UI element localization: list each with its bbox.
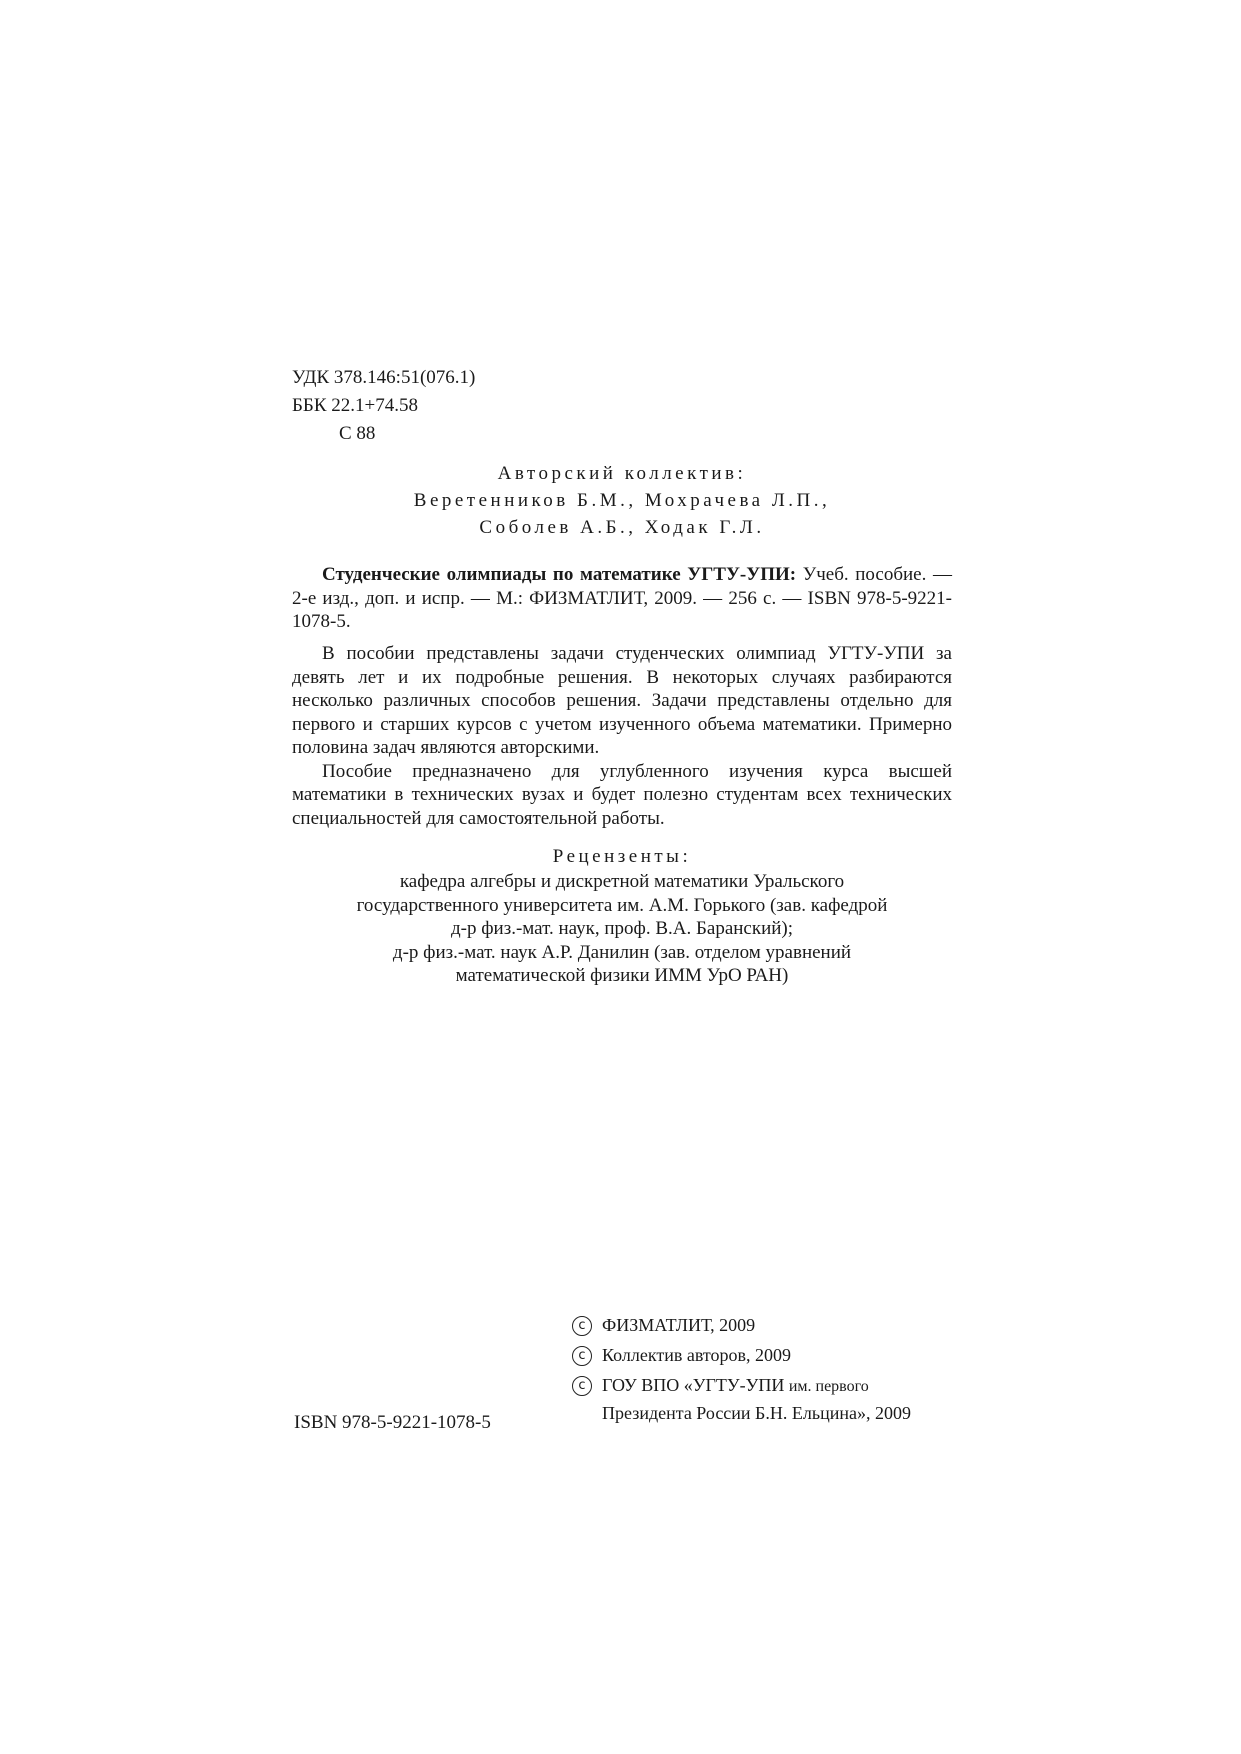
book-title: Студенческие олимпиады по математике УГТУ-УПИ: <box>322 564 797 585</box>
reviewers-block <box>292 843 952 988</box>
annotation <box>292 642 952 830</box>
copyright-block <box>572 1312 911 1430</box>
copyright-publisher: c ФИЗМАТЛИТ, 2009 <box>572 1312 911 1338</box>
copyright-university: c ГОУ ВПО «УГТУ-УПИ им. первого Президента России Б.Н. Ельцина», 2009 <box>572 1372 911 1426</box>
reviewer-line: математической физики ИММ УрО РАН) <box>455 965 789 986</box>
authors-block <box>292 460 952 541</box>
authors-line-1: Веретенников Б.М., Мохрачева Л.П., <box>413 490 831 511</box>
bibliographic-entry <box>292 563 952 634</box>
reviewer-line: кафедра алгебры и дискретной математики Уральского <box>399 871 845 892</box>
isbn: ISBN 978-5-9221-1078-5 <box>294 1412 491 1433</box>
annotation-paragraph-1: В пособии представлены задачи студенческих олимпиад УГТУ-УПИ за девять лет и их подробные решения. В некоторых случаях разбираются несколько различных способов решения. Задачи представлены отдельно для первого и старших курсов с учетом изученного объема математики. Примерно половина задач являются авторскими. <box>292 643 952 758</box>
classification-codes <box>292 364 475 448</box>
authors-line-2: Соболев А.Б., Ходак Г.Л. <box>479 517 765 538</box>
authors-heading: Авторский коллектив: <box>497 463 747 484</box>
author-sign: С 88 <box>339 423 376 444</box>
copyright-authors: c Коллектив авторов, 2009 <box>572 1342 911 1368</box>
book-publication-info: Учеб. пособие. — 2-е изд., доп. и испр. — М.: ФИЗМАТЛИТ, 2009. — 256 с. — ISBN 978-5-9221-1078-5. <box>292 564 953 632</box>
bbk-code: ББК 22.1+74.58 <box>292 395 418 416</box>
reviewers-heading: Рецензенты: <box>552 846 692 867</box>
copyright-icon: c <box>572 1346 592 1366</box>
copyright-icon: c <box>572 1316 592 1336</box>
reviewer-line: государственного университета им. А.М. Горького (зав. кафедрой <box>356 894 888 916</box>
annotation-paragraph-2: Пособие предназначено для углубленного изучения курса высшей математики в технических вузах и будет полезно студентам всех технических специальностей для самостоятельной работы. <box>292 760 952 829</box>
reviewer-line: д-р физ.-мат. наук А.Р. Данилин (зав. отделом уравнений <box>392 941 852 963</box>
reviewer-line: д-р физ.-мат. наук, проф. В.А. Баранский); <box>450 918 794 939</box>
udk-code: УДК 378.146:51(076.1) <box>292 367 476 388</box>
copyright-icon: c <box>572 1376 592 1396</box>
